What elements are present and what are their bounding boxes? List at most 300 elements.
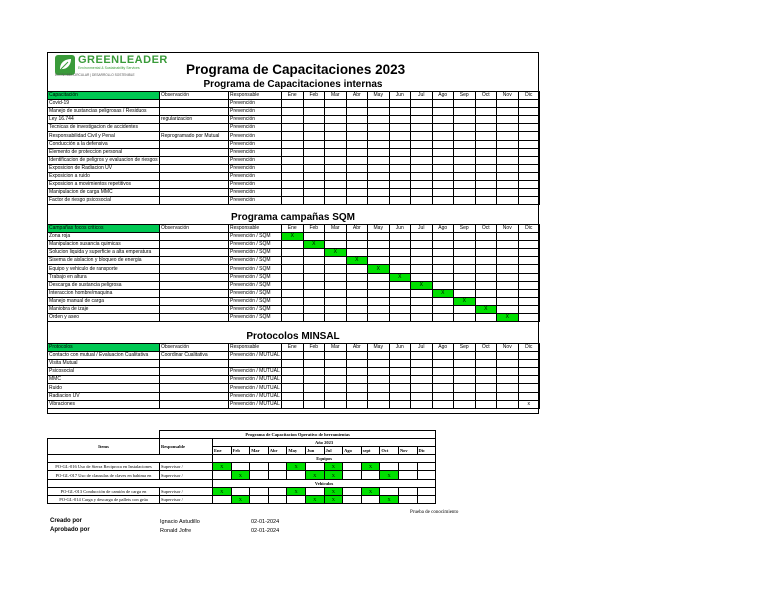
row-item: Sisema de aislacion y bloqueo de energia bbox=[48, 257, 160, 265]
month-cell bbox=[454, 368, 476, 376]
month-cell bbox=[380, 463, 399, 471]
tool-responsable: Supervisor / bbox=[160, 463, 213, 471]
month-cell bbox=[282, 289, 304, 297]
month-header: Ago bbox=[343, 447, 362, 455]
table-row bbox=[48, 265, 540, 273]
col-header-observacion: Observación bbox=[160, 344, 229, 352]
month-header: Ago bbox=[432, 225, 454, 233]
blank-cell bbox=[48, 479, 213, 487]
table-row bbox=[48, 314, 540, 322]
month-cell bbox=[303, 257, 325, 265]
month-cell bbox=[497, 156, 519, 164]
row-responsable: Prevención bbox=[229, 189, 282, 197]
month-cell bbox=[389, 181, 411, 189]
row-item: Psicosocial bbox=[48, 368, 160, 376]
month-header: Sep bbox=[454, 225, 476, 233]
month-cell bbox=[282, 181, 304, 189]
month-cell bbox=[389, 124, 411, 132]
month-header: Dic bbox=[417, 447, 436, 455]
month-mark: x bbox=[518, 400, 540, 408]
month-cell bbox=[303, 249, 325, 257]
month-cell bbox=[282, 140, 304, 148]
month-cell bbox=[213, 471, 232, 479]
tool-item: PO-GL-014 Carga y descarga de pallets con grúa bbox=[48, 495, 160, 503]
month-cell bbox=[325, 241, 347, 249]
month-cell bbox=[346, 392, 368, 400]
month-cell bbox=[325, 148, 347, 156]
month-header: Feb bbox=[303, 225, 325, 233]
month-cell bbox=[346, 181, 368, 189]
row-item: Zona roja bbox=[48, 233, 160, 241]
month-header: Ene bbox=[282, 225, 304, 233]
row-responsable: Prevención bbox=[229, 156, 282, 164]
month-cell bbox=[454, 148, 476, 156]
month-cell bbox=[325, 164, 347, 172]
month-cell bbox=[518, 376, 540, 384]
table-row bbox=[48, 305, 540, 313]
month-cell bbox=[282, 132, 304, 140]
row-responsable: Prevención / SQM bbox=[229, 297, 282, 305]
month-mark: X bbox=[361, 487, 380, 495]
month-cell bbox=[282, 241, 304, 249]
month-mark: X bbox=[287, 487, 306, 495]
month-cell bbox=[518, 289, 540, 297]
created-name: Ignacio Astudillo bbox=[160, 519, 200, 525]
tools-header-row bbox=[48, 439, 436, 447]
month-cell bbox=[497, 124, 519, 132]
month-cell bbox=[303, 384, 325, 392]
month-cell bbox=[518, 352, 540, 360]
month-mark: X bbox=[475, 305, 497, 313]
row-observacion bbox=[160, 368, 229, 376]
month-header: Ene bbox=[213, 447, 232, 455]
month-cell bbox=[518, 140, 540, 148]
month-cell bbox=[368, 368, 390, 376]
month-cell bbox=[411, 100, 433, 108]
month-cell bbox=[475, 108, 497, 116]
month-cell bbox=[432, 249, 454, 257]
tool-responsable: Supervisor / bbox=[160, 495, 213, 503]
month-cell bbox=[389, 376, 411, 384]
month-cell bbox=[432, 197, 454, 205]
month-header: Ago bbox=[432, 92, 454, 100]
month-cell bbox=[368, 249, 390, 257]
month-header: Jul bbox=[411, 225, 433, 233]
month-cell bbox=[380, 487, 399, 495]
month-cell bbox=[325, 181, 347, 189]
month-cell bbox=[303, 289, 325, 297]
month-cell bbox=[518, 392, 540, 400]
month-header: Abr bbox=[346, 92, 368, 100]
month-cell bbox=[475, 289, 497, 297]
table-row bbox=[48, 495, 436, 503]
month-cell bbox=[346, 360, 368, 368]
month-cell bbox=[389, 172, 411, 180]
col-header-item: Protocolos bbox=[48, 344, 160, 352]
month-cell bbox=[268, 487, 287, 495]
month-cell bbox=[411, 368, 433, 376]
table-row bbox=[48, 108, 540, 116]
row-responsable: Prevención / MUTUAL bbox=[230, 384, 280, 391]
month-header: sept bbox=[361, 447, 380, 455]
month-cell bbox=[368, 132, 390, 140]
row-item: Identificacion de peligros y evaluacion de riesgos bbox=[49, 156, 158, 163]
month-cell bbox=[411, 360, 433, 368]
month-cell bbox=[389, 197, 411, 205]
month-cell bbox=[368, 241, 390, 249]
month-cell bbox=[368, 360, 390, 368]
month-cell bbox=[368, 305, 390, 313]
month-cell bbox=[346, 273, 368, 281]
month-mark: X bbox=[282, 233, 304, 241]
month-cell bbox=[303, 132, 325, 140]
row-responsable: Prevención bbox=[229, 124, 282, 132]
month-cell bbox=[454, 233, 476, 241]
month-header: Ene bbox=[282, 344, 304, 352]
row-observacion bbox=[160, 108, 229, 116]
month-cell bbox=[346, 305, 368, 313]
month-cell bbox=[303, 360, 325, 368]
month-cell bbox=[368, 108, 390, 116]
row-item: Ruido bbox=[48, 384, 160, 392]
month-cell bbox=[343, 487, 362, 495]
month-cell bbox=[454, 289, 476, 297]
month-cell bbox=[346, 314, 368, 322]
table-row bbox=[48, 400, 540, 408]
month-header: Jun bbox=[389, 225, 411, 233]
row-item: Manejo de sustancias peligrosas / Residuos bbox=[48, 108, 160, 116]
month-cell bbox=[454, 132, 476, 140]
month-cell bbox=[475, 368, 497, 376]
row-item: Solucion liquida y superficie a alta emperatura bbox=[48, 249, 160, 257]
row-item: Ley 16.744 bbox=[48, 116, 160, 124]
month-cell bbox=[282, 368, 304, 376]
row-responsable: Prevención / SQM bbox=[229, 241, 282, 249]
month-cell bbox=[250, 471, 269, 479]
month-header: Oct bbox=[475, 344, 497, 352]
month-cell bbox=[411, 197, 433, 205]
month-cell bbox=[454, 400, 476, 408]
month-cell bbox=[303, 124, 325, 132]
month-cell bbox=[389, 108, 411, 116]
month-cell bbox=[411, 148, 433, 156]
month-cell bbox=[231, 487, 250, 495]
month-cell bbox=[213, 495, 232, 503]
month-mark: X bbox=[432, 289, 454, 297]
month-cell bbox=[411, 305, 433, 313]
month-cell bbox=[518, 116, 540, 124]
table-row bbox=[48, 392, 540, 400]
table-row bbox=[48, 376, 540, 384]
month-cell bbox=[411, 233, 433, 241]
month-cell bbox=[411, 400, 433, 408]
month-cell bbox=[454, 241, 476, 249]
month-cell bbox=[303, 108, 325, 116]
row-responsable: Prevención bbox=[229, 197, 282, 205]
month-cell bbox=[346, 249, 368, 257]
month-cell bbox=[398, 495, 417, 503]
month-cell bbox=[325, 289, 347, 297]
month-cell bbox=[518, 273, 540, 281]
month-cell bbox=[411, 140, 433, 148]
table-sqm bbox=[47, 224, 540, 322]
row-observacion bbox=[160, 360, 229, 368]
month-cell bbox=[497, 108, 519, 116]
tools-note: Prueba de conocimiento bbox=[410, 510, 459, 515]
month-cell bbox=[346, 368, 368, 376]
month-cell bbox=[518, 297, 540, 305]
row-item: Covid-19 bbox=[48, 100, 160, 108]
month-cell bbox=[303, 273, 325, 281]
month-cell bbox=[303, 233, 325, 241]
month-cell bbox=[497, 197, 519, 205]
month-cell bbox=[497, 148, 519, 156]
month-cell bbox=[518, 189, 540, 197]
month-cell bbox=[432, 181, 454, 189]
month-cell bbox=[346, 197, 368, 205]
month-mark: X bbox=[305, 471, 324, 479]
table-row bbox=[48, 487, 436, 495]
month-cell bbox=[325, 140, 347, 148]
month-cell bbox=[497, 281, 519, 289]
approved-date: 02-01-2024 bbox=[251, 528, 280, 534]
month-mark: X bbox=[325, 249, 347, 257]
month-cell bbox=[346, 124, 368, 132]
month-cell bbox=[518, 108, 540, 116]
month-cell bbox=[454, 265, 476, 273]
month-cell bbox=[303, 281, 325, 289]
month-cell bbox=[389, 116, 411, 124]
month-cell bbox=[454, 249, 476, 257]
month-cell bbox=[518, 233, 540, 241]
month-cell bbox=[475, 297, 497, 305]
month-cell bbox=[282, 314, 304, 322]
month-cell bbox=[411, 257, 433, 265]
row-observacion bbox=[160, 189, 229, 197]
month-cell bbox=[475, 116, 497, 124]
row-observacion bbox=[160, 148, 229, 156]
row-observacion: Coordinar Cualitativa bbox=[160, 352, 229, 360]
month-cell bbox=[325, 297, 347, 305]
month-header: Jul bbox=[324, 447, 343, 455]
row-responsable: Prevención bbox=[229, 172, 282, 180]
month-cell bbox=[497, 257, 519, 265]
table-row bbox=[48, 140, 540, 148]
month-header: Nov bbox=[398, 447, 417, 455]
month-cell bbox=[497, 100, 519, 108]
month-cell bbox=[346, 384, 368, 392]
month-cell bbox=[282, 189, 304, 197]
month-cell bbox=[518, 132, 540, 140]
row-item: Contacto con mutual / Evaluacion Cualitativa bbox=[48, 352, 160, 360]
month-cell bbox=[368, 400, 390, 408]
row-item: Exposicion a ruido bbox=[48, 172, 160, 180]
month-header: Dic bbox=[518, 344, 540, 352]
row-observacion bbox=[160, 233, 229, 241]
month-cell bbox=[389, 241, 411, 249]
month-mark: X bbox=[368, 265, 390, 273]
month-cell bbox=[518, 164, 540, 172]
row-item: Orden y aseo bbox=[48, 314, 160, 322]
month-cell bbox=[303, 352, 325, 360]
month-cell bbox=[497, 164, 519, 172]
row-item: Radiacion UV bbox=[48, 392, 160, 400]
row-responsable: Prevención / SQM bbox=[229, 305, 282, 313]
month-cell bbox=[518, 249, 540, 257]
row-item: Vibraciones bbox=[48, 400, 160, 408]
row-responsable: Prevención bbox=[229, 132, 282, 140]
month-cell bbox=[368, 273, 390, 281]
month-cell bbox=[432, 352, 454, 360]
row-responsable: Prevención bbox=[229, 181, 282, 189]
row-responsable: Prevención bbox=[229, 108, 282, 116]
month-cell bbox=[389, 257, 411, 265]
month-cell bbox=[346, 265, 368, 273]
month-cell bbox=[475, 148, 497, 156]
month-cell bbox=[518, 148, 540, 156]
month-cell bbox=[346, 132, 368, 140]
blank-cell bbox=[48, 455, 213, 463]
month-header: Nov bbox=[497, 344, 519, 352]
month-cell bbox=[432, 156, 454, 164]
month-header: Oct bbox=[380, 447, 399, 455]
month-cell bbox=[368, 156, 390, 164]
month-cell bbox=[475, 156, 497, 164]
created-date: 02-01-2024 bbox=[251, 519, 280, 525]
month-cell bbox=[475, 140, 497, 148]
tools-title: Programa de Capacitacion Operativo de herramientas bbox=[160, 431, 436, 439]
row-observacion bbox=[160, 400, 229, 408]
row-observacion bbox=[160, 172, 229, 180]
month-mark: X bbox=[324, 471, 343, 479]
month-cell bbox=[250, 487, 269, 495]
month-header: Jun bbox=[389, 344, 411, 352]
month-cell bbox=[346, 241, 368, 249]
month-cell bbox=[411, 241, 433, 249]
month-cell bbox=[303, 189, 325, 197]
logo-tagline: ECONOMÍA CIRCULAR | DESARROLLO SOSTENIBLE bbox=[55, 73, 135, 77]
row-observacion bbox=[160, 273, 229, 281]
month-cell bbox=[432, 273, 454, 281]
month-mark: X bbox=[411, 281, 433, 289]
month-header: Feb bbox=[303, 92, 325, 100]
month-cell bbox=[417, 463, 436, 471]
month-cell bbox=[432, 189, 454, 197]
row-observacion bbox=[160, 289, 229, 297]
month-header: Ago bbox=[432, 344, 454, 352]
month-cell bbox=[303, 400, 325, 408]
month-cell bbox=[497, 140, 519, 148]
month-cell bbox=[497, 376, 519, 384]
month-cell bbox=[432, 124, 454, 132]
month-header: May bbox=[368, 92, 390, 100]
month-cell bbox=[389, 164, 411, 172]
month-cell bbox=[417, 495, 436, 503]
row-observacion bbox=[160, 314, 229, 322]
month-cell bbox=[411, 314, 433, 322]
row-observacion bbox=[160, 305, 229, 313]
month-cell bbox=[282, 257, 304, 265]
header-row bbox=[48, 344, 540, 352]
row-responsable: Prevención / SQM bbox=[229, 257, 282, 265]
month-cell bbox=[282, 384, 304, 392]
table-row bbox=[48, 100, 540, 108]
month-cell bbox=[368, 352, 390, 360]
month-mark: X bbox=[305, 495, 324, 503]
row-responsable: Prevención / SQM bbox=[229, 281, 282, 289]
month-cell bbox=[282, 305, 304, 313]
month-cell bbox=[454, 352, 476, 360]
month-cell bbox=[282, 297, 304, 305]
month-cell bbox=[325, 305, 347, 313]
month-mark: X bbox=[231, 495, 250, 503]
month-cell bbox=[389, 281, 411, 289]
month-cell bbox=[432, 314, 454, 322]
row-observacion bbox=[160, 392, 229, 400]
table-row bbox=[48, 124, 540, 132]
month-cell bbox=[282, 392, 304, 400]
month-header: Abr bbox=[346, 344, 368, 352]
month-cell bbox=[303, 305, 325, 313]
month-cell bbox=[518, 384, 540, 392]
row-item: Factor de riesgo psicosocial bbox=[48, 197, 160, 205]
month-cell bbox=[475, 360, 497, 368]
month-cell bbox=[303, 297, 325, 305]
month-header: Nov bbox=[497, 92, 519, 100]
month-cell bbox=[325, 124, 347, 132]
month-cell bbox=[282, 352, 304, 360]
month-cell bbox=[497, 352, 519, 360]
header-row bbox=[48, 225, 540, 233]
col-header-responsable: Responsable bbox=[229, 92, 282, 100]
month-cell bbox=[411, 273, 433, 281]
month-cell bbox=[432, 360, 454, 368]
month-cell bbox=[325, 257, 347, 265]
month-cell bbox=[497, 360, 519, 368]
month-cell bbox=[497, 189, 519, 197]
month-cell bbox=[303, 140, 325, 148]
month-header: Sep bbox=[454, 344, 476, 352]
month-mark: X bbox=[346, 257, 368, 265]
month-cell bbox=[389, 352, 411, 360]
month-cell bbox=[325, 352, 347, 360]
month-cell bbox=[475, 164, 497, 172]
month-cell bbox=[454, 281, 476, 289]
month-cell bbox=[325, 108, 347, 116]
row-responsable: Prevención bbox=[229, 140, 282, 148]
month-cell bbox=[432, 100, 454, 108]
month-cell bbox=[368, 297, 390, 305]
month-cell bbox=[346, 116, 368, 124]
month-cell bbox=[432, 116, 454, 124]
row-observacion bbox=[160, 257, 229, 265]
row-responsable: Prevención / SQM bbox=[229, 289, 282, 297]
col-header-responsable: Responsable bbox=[229, 225, 282, 233]
month-header: Nov bbox=[497, 225, 519, 233]
month-cell bbox=[268, 463, 287, 471]
row-observacion bbox=[160, 376, 229, 384]
month-cell bbox=[368, 140, 390, 148]
month-cell bbox=[432, 257, 454, 265]
row-item: Manipulacion de carga MMC bbox=[48, 189, 160, 197]
month-mark: X bbox=[324, 495, 343, 503]
month-cell bbox=[303, 265, 325, 273]
month-cell bbox=[475, 314, 497, 322]
month-cell bbox=[432, 164, 454, 172]
month-cell bbox=[475, 265, 497, 273]
month-cell bbox=[497, 273, 519, 281]
month-cell bbox=[325, 360, 347, 368]
